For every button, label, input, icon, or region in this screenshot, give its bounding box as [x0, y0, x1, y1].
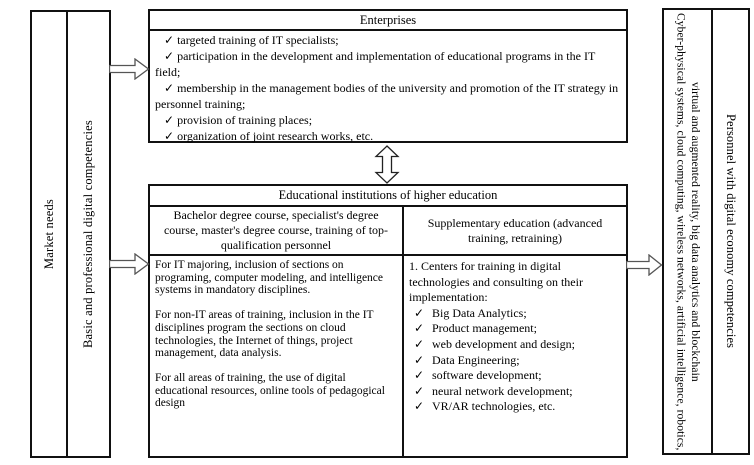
check-icon: ✓ — [164, 81, 175, 95]
bachelor-column-content — [150, 256, 404, 456]
supplementary-item — [409, 321, 621, 337]
check-icon: ✓ — [414, 399, 425, 414]
supplementary-item-text: VR/AR technologies, etc. — [432, 399, 556, 414]
arrow-right-icon — [626, 254, 663, 276]
bidirectional-arrow-icon — [374, 145, 400, 184]
technologies-box — [664, 10, 713, 453]
supplementary-item-text: Product management; — [432, 321, 537, 336]
enterprises-item — [155, 32, 620, 48]
competencies-label: Basic and professional digital competencies — [81, 120, 95, 348]
enterprises-box — [148, 9, 628, 143]
check-icon: ✓ — [164, 49, 175, 63]
enterprises-item — [155, 48, 620, 80]
supplementary-item — [409, 384, 621, 400]
enterprises-item-text: provision of training places; — [177, 113, 313, 127]
market-needs-box — [32, 12, 66, 456]
check-icon: ✓ — [414, 336, 425, 351]
supplementary-item-text: Data Engineering; — [432, 352, 520, 367]
enterprises-item-text: organization of joint research works, etc. — [177, 129, 374, 143]
enterprises-item-text: membership in the management bodies of the university and promotion of the IT strategy in personnel training; — [155, 81, 619, 111]
technologies-label: Cyber-physical systems, cloud computing, wireless networks, artificial intelligence, robotics, virtual and augmented reality, big data analytics and blockchain — [674, 12, 701, 451]
enterprises-item — [155, 80, 620, 112]
supplementary-item-text: web development and design; — [432, 336, 575, 351]
right-panel-box — [662, 8, 750, 455]
personnel-box — [713, 10, 748, 453]
personnel-label: Personnel with digital economy competencies — [723, 114, 738, 349]
check-icon: ✓ — [164, 113, 175, 127]
bachelor-paragraph: For all areas of training, the use of digital educational resources, online tools of pedagogical design — [155, 371, 385, 410]
enterprises-title: Enterprises — [150, 11, 626, 31]
supplementary-item-text: neural network development; — [432, 383, 573, 398]
supplementary-column-header: Supplementary education (advanced training, retraining) — [404, 207, 626, 256]
supplementary-item-text: software development; — [432, 368, 542, 383]
arrow-right-icon — [109, 58, 150, 80]
supplementary-item — [409, 306, 621, 322]
bachelor-paragraph: For non-IT areas of training, inclusion in the IT disciplines program the sections on cloud technologies, the Internet of things, project management, data analysis. — [155, 309, 374, 360]
enterprises-list — [150, 31, 626, 144]
enterprises-item-text: participation in the development and implementation of educational programs in the IT field; — [155, 49, 596, 79]
bachelor-paragraph: For IT majoring, inclusion of sections on programing, computer modeling, and intelligence systems in mandatory disciplines. — [155, 259, 384, 297]
bachelor-column-header: Bachelor degree course, specialist's degree course, master's degree course, training of top-qualification personnel — [150, 207, 404, 256]
left-panel-box — [30, 10, 111, 458]
enterprises-item — [155, 128, 620, 144]
supplementary-item — [409, 368, 621, 384]
competencies-box — [66, 12, 109, 456]
enterprises-item-text: targeted training of IT specialists; — [177, 33, 339, 47]
supplementary-item — [409, 353, 621, 369]
check-icon: ✓ — [164, 33, 175, 47]
check-icon: ✓ — [414, 305, 425, 320]
supplementary-intro: 1. Centers for training in digital technologies and consulting on their implementation: — [409, 259, 583, 305]
supplementary-item-text: Big Data Analytics; — [432, 305, 527, 320]
check-icon: ✓ — [414, 383, 425, 398]
check-icon: ✓ — [414, 368, 425, 383]
check-icon: ✓ — [164, 129, 175, 143]
education-box — [148, 184, 628, 458]
check-icon: ✓ — [414, 352, 425, 367]
supplementary-column-content — [404, 256, 626, 456]
check-icon: ✓ — [414, 321, 425, 336]
supplementary-item — [409, 337, 621, 353]
arrow-right-icon — [109, 253, 150, 275]
supplementary-item — [409, 399, 621, 415]
education-grid — [150, 207, 626, 456]
education-title: Educational institutions of higher education — [150, 186, 626, 207]
market-needs-label: Market needs — [41, 198, 56, 270]
enterprises-item — [155, 112, 620, 128]
